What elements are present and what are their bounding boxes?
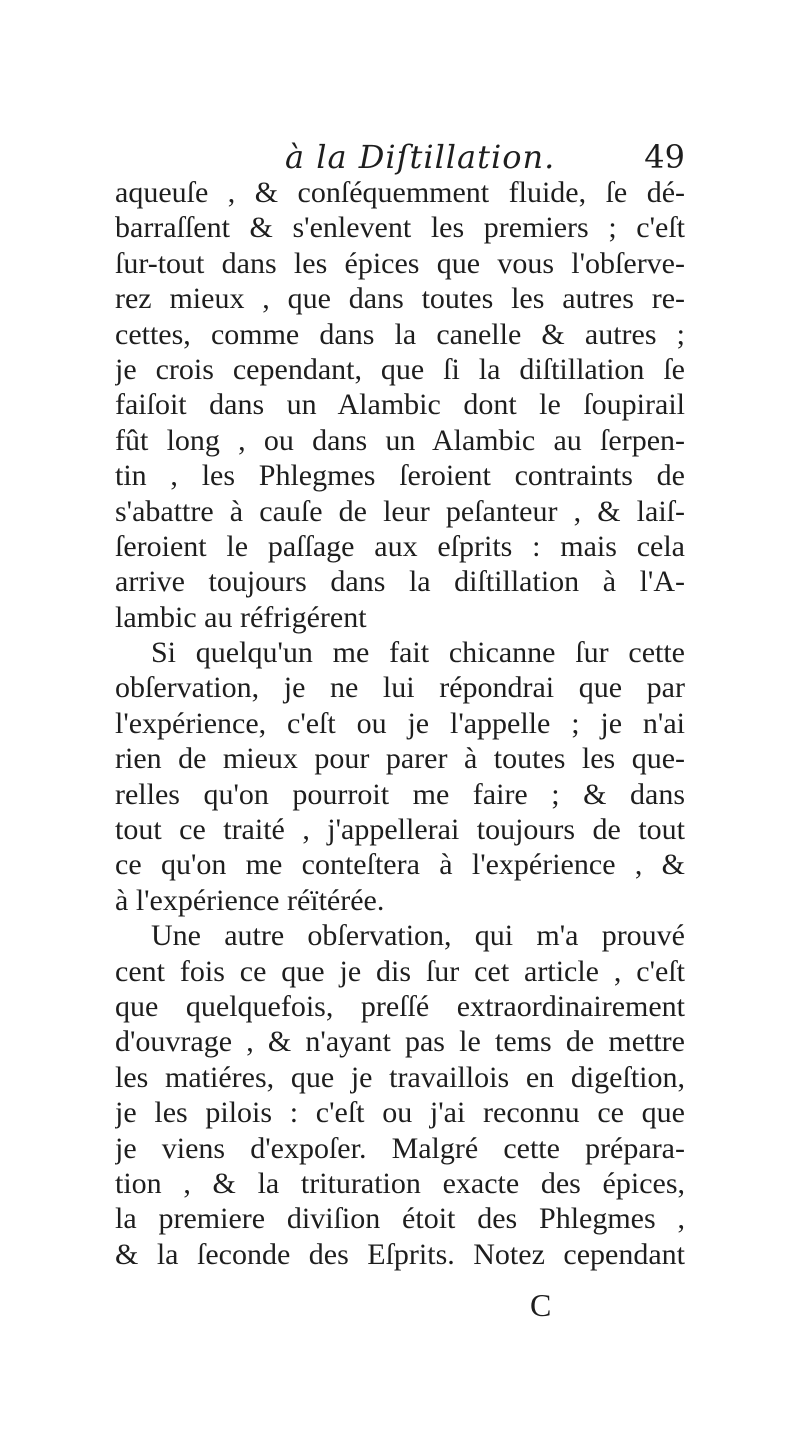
text-line: tion , & la trituration exacte des épices, bbox=[115, 1166, 685, 1200]
text-line: tin , les Phlegmes ſeroient contraints de bbox=[115, 459, 685, 493]
text-line: rez mieux , que dans toutes les autres re- bbox=[115, 282, 685, 316]
text-line: tout ce traité , j'appellerai toujours de tout bbox=[115, 813, 685, 847]
text-line: ſur-tout dans les épices que vous l'obſerve- bbox=[115, 246, 685, 280]
running-title: à la Diſtillation. bbox=[285, 138, 556, 176]
text-line: ſeroient le paſſage aux eſprits : mais cela bbox=[115, 529, 685, 563]
text-line: que quelquefois, preſſé extraordinairement bbox=[115, 989, 685, 1023]
paragraph-end-line: lambic au réfrigérent bbox=[115, 600, 367, 634]
text-line: la premiere diviſion étoit des Phlegmes , bbox=[115, 1202, 685, 1236]
text-line: je viens d'expoſer. Malgré cette prépara- bbox=[115, 1131, 685, 1165]
text-line: ce qu'on me conteſtera à l'expérience , & bbox=[115, 848, 685, 882]
text-line: d'ouvrage , & n'ayant pas le tems de mettre bbox=[115, 1025, 685, 1059]
text-line: arrive toujours dans la diſtillation à l'A- bbox=[115, 565, 685, 599]
paragraph-first-line: Si quelqu'un me fait chicanne ſur cette bbox=[151, 636, 685, 670]
text-line: faiſoit dans un Alambic dont le ſoupirail bbox=[115, 388, 685, 422]
text-line: barraſſent & s'enlevent les premiers ; c'eſt bbox=[115, 211, 685, 245]
paragraph-first-line: Une autre obſervation, qui m'a prouvé bbox=[151, 919, 685, 953]
text-line: les matiéres, que je travaillois en digeſtion, bbox=[115, 1060, 685, 1094]
text-line: je crois cependant, que ſi la diſtillation ſe bbox=[115, 352, 685, 386]
catchword: C bbox=[530, 1287, 552, 1323]
text-line: cettes, comme dans la canelle & autres ; bbox=[115, 317, 685, 351]
text-line: fût long , ou dans un Alambic au ſerpen- bbox=[115, 423, 685, 457]
text-line: rien de mieux pour parer à toutes les que- bbox=[115, 742, 685, 776]
text-line: obſervation, je ne lui répondrai que par bbox=[115, 671, 685, 705]
text-line: relles qu'on pourroit me faire ; & dans bbox=[115, 777, 685, 811]
text-line: s'abattre à cauſe de leur peſanteur , & laiſ- bbox=[115, 494, 685, 528]
text-line: l'expérience, c'eſt ou je l'appelle ; je n'ai bbox=[115, 706, 685, 740]
body-text bbox=[115, 175, 685, 1272]
paragraph-end-line: à l'expérience réïtérée. bbox=[115, 883, 385, 917]
text-line: cent fois ce que je dis ſur cet article , c'eſt bbox=[115, 954, 685, 988]
page-number: 49 bbox=[644, 138, 685, 176]
text-line: je les pilois : c'eſt ou j'ai reconnu ce que bbox=[115, 1096, 685, 1130]
text-line: aqueuſe , & conſéquemment fluide, ſe dé- bbox=[115, 176, 685, 209]
text-line: & la ſeconde des Eſprits. Notez cependant bbox=[115, 1237, 685, 1271]
